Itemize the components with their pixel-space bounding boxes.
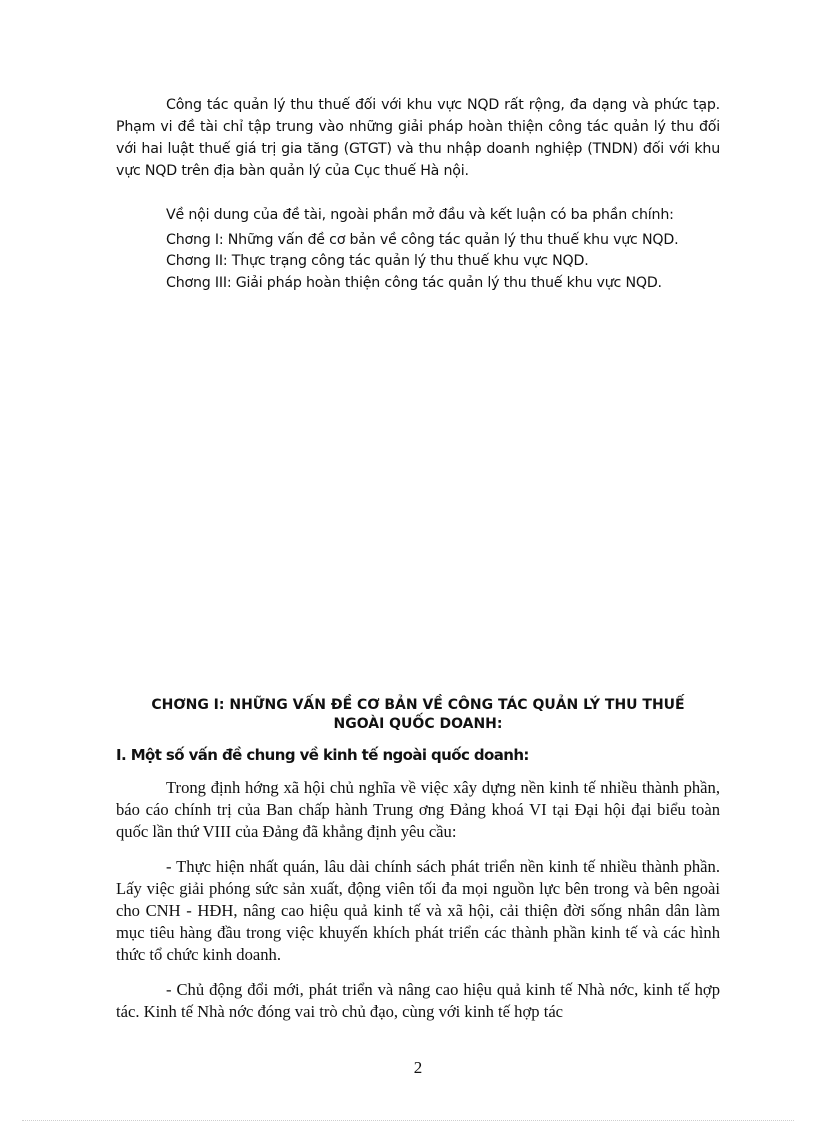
chapter-title-line-2: NGOÀI QUỐC DOANH: xyxy=(333,716,503,732)
chapter-list-item-2: Chơng II: Thực trạng công tác quản lý thu thuế khu vực NQD. xyxy=(166,253,589,269)
section-heading: I. Một số vấn đề chung về kinh tế ngoài quốc doanh: xyxy=(116,746,529,764)
body-paragraph: - Chủ động đổi mới, phát triển và nâng cao hiệu quả kinh tế Nhà nớc, kinh tế hợp tác. Kinh tế Nhà nớc đóng vai trò chủ đạo, cùng với kinh tế hợp tác xyxy=(116,980,720,1021)
chapter-title-line-1: CHƠNG I: NHỮNG VẤN ĐỀ CƠ BẢN VỀ CÔNG TÁC QUẢN LÝ THU THUẾ xyxy=(151,697,685,713)
body-paragraph: Trong định hớng xã hội chủ nghĩa về việc xây dựng nền kinh tế nhiều thành phần, báo cáo chính trị của Ban chấp hành Trung ơng Đảng khoá VI tại Đại hội đại biểu toàn quốc lần thứ VIII của Đảng đã khẳng định yêu cầu: xyxy=(116,778,720,841)
chapter-title xyxy=(116,696,720,734)
chapter-body xyxy=(116,777,720,1023)
chapter-list-item-1: Chơng I: Những vấn đề cơ bản về công tác quản lý thu thuế khu vực NQD. xyxy=(166,232,679,248)
page-bottom-divider xyxy=(22,1120,794,1121)
chapter-list-item-3: Chơng III: Giải pháp hoàn thiện công tác quản lý thu thuế khu vực NQD. xyxy=(166,275,662,291)
body-paragraph: - Thực hiện nhất quán, lâu dài chính sách phát triển nền kinh tế nhiều thành phần. Lấy việc giải phóng sức sản xuất, động viên tối đa mọi nguồn lực bên trong và bên ngoài cho CNH - HĐH, nâng cao hiệu quả kinh tế và xã hội, cải thiện đời sống nhân dân làm mục tiêu hàng đầu trong việc khuyến khích phát triển các thành phần kinh tế và các hình thức tổ chức kinh doanh. xyxy=(116,857,720,964)
intro-section xyxy=(116,94,720,294)
content-paragraph: Về nội dung của đề tài, ngoài phần mở đầu và kết luận có ba phần chính: xyxy=(166,207,674,223)
scope-paragraph: Công tác quản lý thu thuế đối với khu vực NQD rất rộng, đa dạng và phức tạp. Phạm vi đề tài chỉ tập trung vào những giải pháp hoàn thiện công tác quản lý thu đối với hai luật thuế giá trị gia tăng (GTGT) và thu nhập doanh nghiệp (TNDN) đối với khu vực NQD trên địa bàn quản lý của Cục thuế Hà nội. xyxy=(116,97,720,179)
page-number: 2 xyxy=(413,1058,423,1077)
